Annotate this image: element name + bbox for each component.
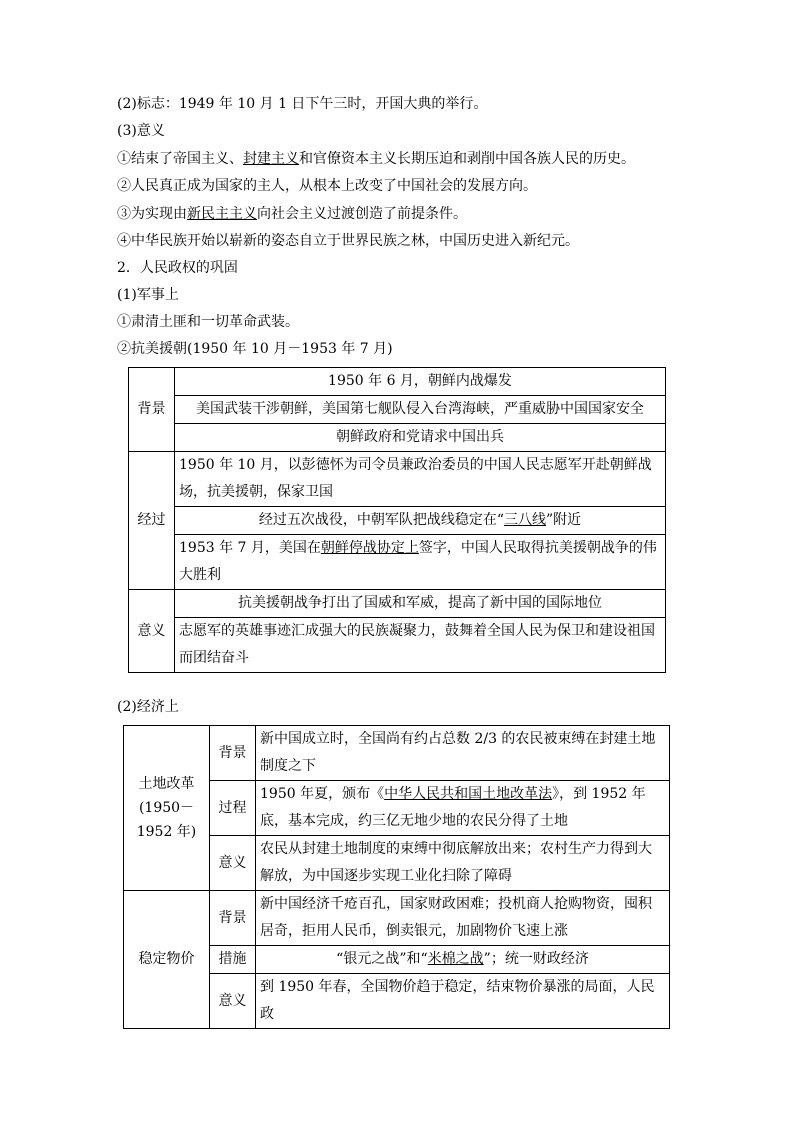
section-title: 土地改革 [138,776,195,792]
row-header-background: 背景 [210,726,256,781]
economic-table [123,725,670,1029]
table-cell: 新中国经济千疮百孔，国家财政困难；投机商人抢购物资，囤积居奇，拒用人民币，倒卖银元，加剧物价飞速上涨 [256,891,670,946]
korean-war-table [128,367,666,673]
subheading-economic [117,697,179,717]
table-cell [256,946,670,974]
row-header-significance: 意义 [129,590,175,673]
table-row [129,424,666,452]
paragraph-military-2 [117,339,393,359]
text-span: 1953 年 7 月，美国在 [179,540,321,556]
table-row [129,396,666,424]
text-span: ①结束了帝国主义、 [117,151,243,167]
text-span: ①肃清土匪和一切革命武装。 [117,314,299,330]
subheading-military [117,285,179,305]
table-row [124,726,670,781]
underlined-term: 米棉之战 [427,951,484,967]
paragraph-significance-heading [117,121,165,141]
text-span: 和官僚资本主义长期压迫和剥削中国各族人民的历史。 [299,151,635,167]
underlined-term: 朝鲜停战协定上 [320,540,419,556]
paragraph-significance-2 [117,176,537,196]
table-cell: 抗美援朝战争打出了国威和军威，提高了新中国的国际地位 [175,590,666,618]
table-row [129,368,666,396]
text-span: ④中华民族开始以崭新的姿态自立于世界民族之林，中国历史进入新纪元。 [117,233,579,249]
text-span: ②抗美援朝(1950 年 10 月－1953 年 7 月) [117,341,393,357]
text-span: (2)经济上 [117,699,179,715]
row-header-process: 经过 [129,452,175,590]
text-span: ”附近 [545,512,582,528]
row-header-significance: 意义 [210,974,256,1029]
table-row [129,452,666,507]
row-header-process: 过程 [210,781,256,836]
table-cell: 新中国成立时，全国尚有约占总数 2/3 的农民被束缚在封建土地制度之下 [256,726,670,781]
paragraph-significance-3 [117,204,467,224]
row-header-measures: 措施 [210,946,256,974]
underlined-term: 三八线 [503,512,546,528]
text-span: 签字，中国人民取得抗美援朝战争的伟大胜利 [179,540,657,583]
underlined-term: 中华人民共和国土地改革法 [384,786,553,802]
text-span: ②人民真正成为国家的主人，从根本上改变了中国社会的发展方向。 [117,178,537,194]
table-row [129,618,666,673]
text-span: 1950 年夏，颁布《 [260,786,385,802]
section-land-reform [124,726,210,891]
table-cell: 美国武装干涉朝鲜，美国第七舰队侵入台湾海峡，严重威胁中国国家安全 [175,396,666,424]
text-span: 》，到 1952 年底，基本完成，约三亿无地少地的农民分得了土地 [260,786,646,829]
section-heading-consolidation [117,258,238,278]
underlined-term: 新民主主义 [187,206,257,222]
text-span: 2．人民政权的巩固 [117,260,238,276]
row-header-background: 背景 [129,368,175,452]
table-row [129,535,666,590]
text-span: 经过五次战役，中朝军队把战线稳定在“ [258,512,504,528]
table-cell: 到 1950 年春，全国物价趋于稳定，结束物价暴涨的局面，人民政 [256,974,670,1029]
section-price-stabilization: 稳定物价 [124,891,210,1029]
text-span: 向社会主义过渡创造了前提条件。 [257,206,467,222]
table-row [124,891,670,946]
text-span: “银元之战”和“ [336,951,428,967]
table-cell: 1950 年 6 月，朝鲜内战爆发 [175,368,666,396]
text-span: ”；统一财政经济 [483,951,589,967]
text-flag: (2)标志：1949 年 10 月 1 日下午三时，开国大典的举行。 [117,96,488,112]
paragraph-flag [117,94,487,114]
text-span: (1)军事上 [117,287,179,303]
table-cell [175,535,666,590]
row-header-background: 背景 [210,891,256,946]
table-cell: 朝鲜政府和党请求中国出兵 [175,424,666,452]
table-cell: 农民从封建土地制度的束缚中彻底解放出来；农村生产力得到大解放，为中国逐步实现工业化扫除了障碍 [256,836,670,891]
table-cell: 志愿军的英雄事迹汇成强大的民族凝聚力，鼓舞着全国人民为保卫和建设祖国而团结奋斗 [175,618,666,673]
paragraph-military-1 [117,312,299,332]
paragraph-significance-4 [117,231,579,251]
text-significance-heading: (3)意义 [117,123,165,139]
table-cell [256,781,670,836]
paragraph-significance-1 [117,149,635,169]
table-cell: 1950 年 10 月，以彭德怀为司令员兼政治委员的中国人民志愿军开赴朝鲜战场，抗美援朝，保家卫国 [175,452,666,507]
underlined-term: 封建主义 [243,151,299,167]
table-row [129,507,666,535]
table-row [129,590,666,618]
section-years: (1950－1952 年) [136,800,197,840]
table-cell [175,507,666,535]
text-span: ③为实现由 [117,206,187,222]
row-header-significance: 意义 [210,836,256,891]
